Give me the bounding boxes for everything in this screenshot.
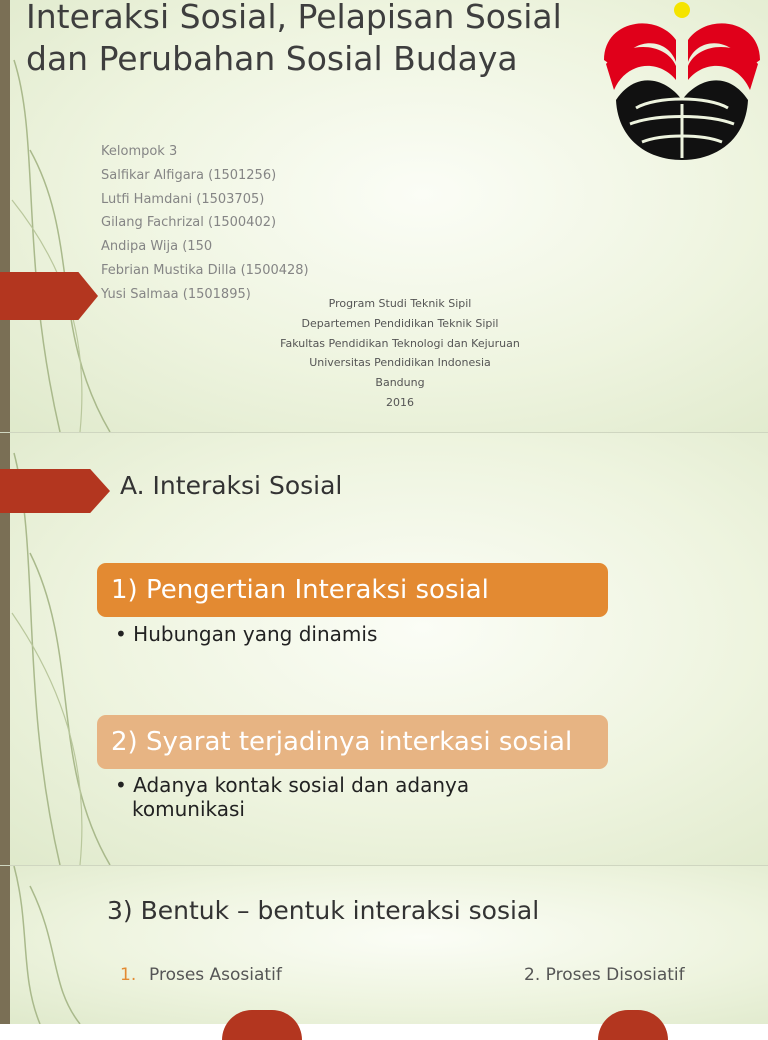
member-line: Andipa Wija (150 xyxy=(101,239,213,255)
institution-info xyxy=(240,294,560,413)
info-line: Bandung xyxy=(375,376,425,390)
bullet-text: Hubungan yang dinamis xyxy=(133,622,378,646)
list-item: 2. Proses Disosiatif xyxy=(524,965,685,985)
bullet-requirements: • Adanya kontak sosial dan adanya komunikasi xyxy=(115,773,470,821)
slide-bentuk-interaksi xyxy=(0,866,768,1024)
upi-logo-icon xyxy=(596,0,768,162)
list-text: Proses Asosiatif xyxy=(149,965,282,985)
section-title: 3) Bentuk – bentuk interaksi sosial xyxy=(107,896,540,925)
definition-box: 1) Pengertian Interaksi sosial xyxy=(97,563,608,617)
decorative-curves xyxy=(0,866,120,1024)
bullet-definition: • Hubungan yang dinamis xyxy=(115,622,378,646)
member-list xyxy=(101,140,309,307)
arrow-marker xyxy=(0,469,110,513)
member-line: Gilang Fachrizal (1500402) xyxy=(101,215,277,231)
requirements-box: 2) Syarat terjadinya interkasi sosial xyxy=(97,715,608,769)
info-line: Departemen Pendidikan Teknik Sipil xyxy=(301,316,499,330)
info-line: 2016 xyxy=(386,395,414,409)
member-line: Febrian Mustika Dilla (1500428) xyxy=(101,262,309,278)
list-item xyxy=(120,965,282,985)
arrow-marker xyxy=(0,272,98,320)
member-line: Yusi Salmaa (1501895) xyxy=(101,286,251,302)
info-line: Program Studi Teknik Sipil xyxy=(328,297,472,310)
bullet-text: Adanya kontak sosial dan adanya komunikasi xyxy=(132,773,470,821)
presentation-title: Interaksi Sosial, Pelapisan Sosial dan Perubahan Sosial Budaya xyxy=(26,0,562,78)
slide-title xyxy=(0,0,768,432)
member-line: Lutfi Hamdani (1503705) xyxy=(101,191,265,207)
list-number: 1. xyxy=(120,965,137,985)
member-line: Kelompok 3 xyxy=(101,144,178,159)
info-line: Fakultas Pendidikan Teknologi dan Kejuruan xyxy=(280,336,520,350)
member-line: Salfikar Alfigara (1501256) xyxy=(101,167,277,183)
section-title: A. Interaksi Sosial xyxy=(120,471,343,500)
info-line: Universitas Pendidikan Indonesia xyxy=(309,356,491,370)
